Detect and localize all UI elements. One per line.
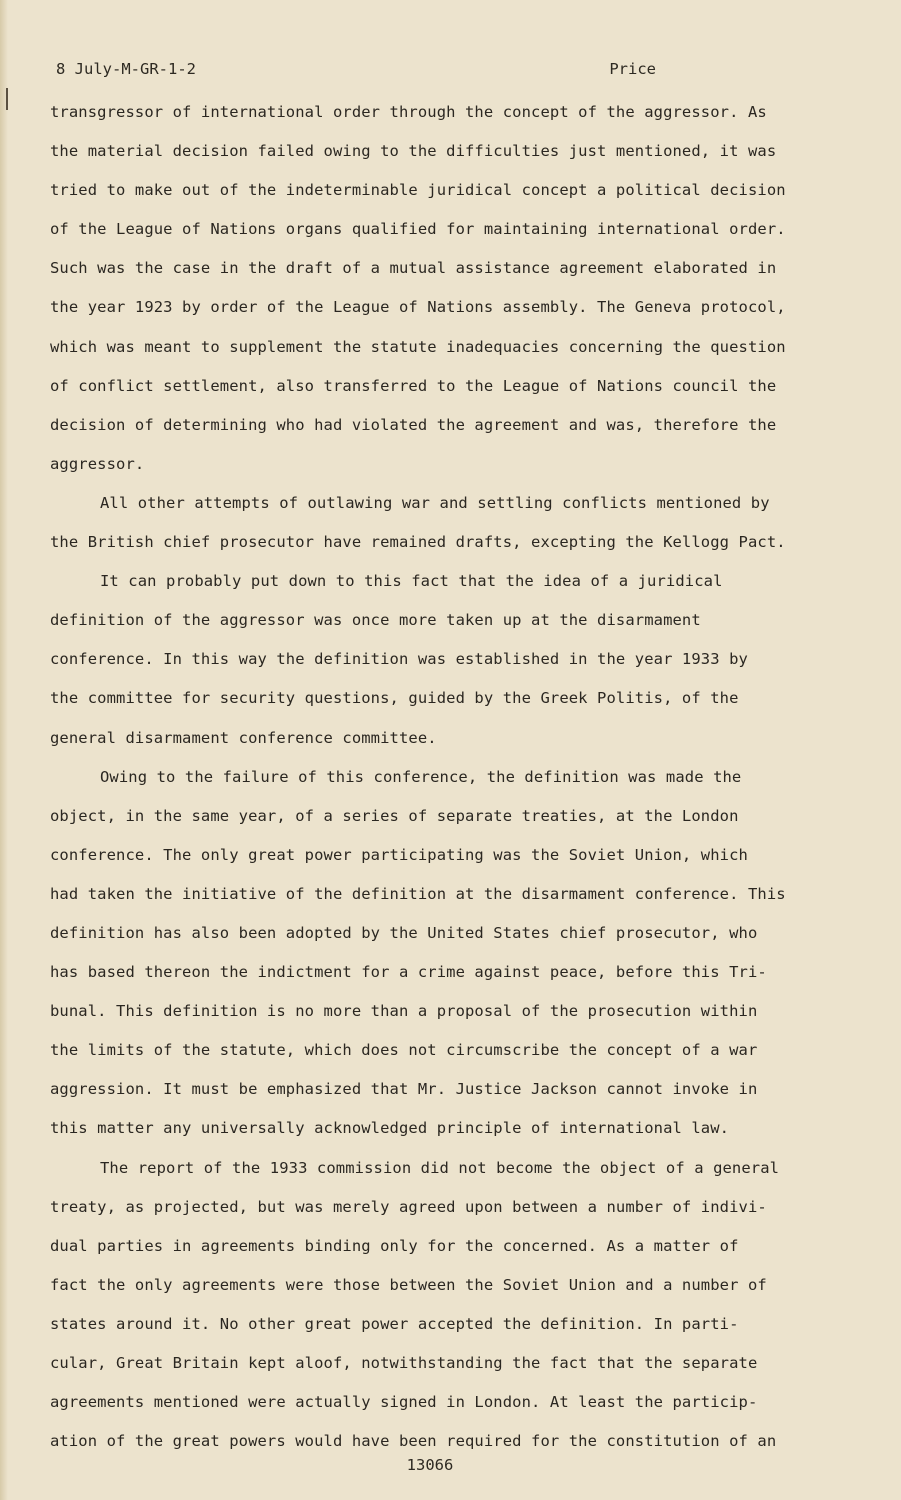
text-line: conference. In this way the definition was established in the year 1933 by [50, 650, 748, 669]
text-line: object, in the same year, of a series of separate treaties, at the London [50, 806, 739, 825]
text-line: fact the only agreements were those between the Soviet Union and a number of [50, 1275, 767, 1294]
page-number: 13066 [406, 1456, 454, 1474]
text-line: dual parties in agreements binding only for the concerned. As a matter of [50, 1236, 739, 1255]
text-line: the British chief prosecutor have remained drafts, excepting the Kellogg Pact. [50, 533, 786, 552]
text-line: treaty, as projected, but was merely agreed upon between a number of indivi- [50, 1197, 767, 1216]
text-line: decision of determining who had violated the agreement and was, therefore the [50, 415, 777, 434]
page-edge [0, 0, 8, 1500]
text-line: Such was the case in the draft of a mutual assistance agreement elaborated in [50, 259, 777, 278]
text-line: the year 1923 by order of the League of Nations assembly. The Geneva protocol, [50, 298, 786, 317]
text-line: tried to make out of the indeterminable juridical concept a political decision [50, 181, 786, 200]
text-line: agreements mentioned were actually signed in London. At least the particip- [50, 1393, 758, 1412]
speaker-name: Price [609, 60, 656, 78]
text-line: the committee for security questions, guided by the Greek Politis, of the [50, 689, 739, 708]
text-line: conference. The only great power participating was the Soviet Union, which [50, 845, 748, 864]
text-line: which was meant to supplement the statute inadequacies concerning the question [50, 337, 786, 356]
text-line: definition of the aggressor was once more taken up at the disarmament [50, 611, 701, 630]
text-line: Owing to the failure of this conference, the definition was made the [100, 767, 742, 786]
text-line: the limits of the statute, which does not circumscribe the concept of a war [50, 1041, 758, 1060]
text-line: It can probably put down to this fact that the idea of a juridical [100, 572, 723, 591]
text-line: had taken the initiative of the definition at the disarmament conference. This [50, 884, 786, 903]
text-line: of the League of Nations organs qualified for maintaining international order. [50, 220, 786, 239]
text-line: ation of the great powers would have been required for the constitution of an [50, 1432, 777, 1451]
text-line: All other attempts of outlawing war and settling conflicts mentioned by [100, 493, 770, 512]
text-line: general disarmament conference committee. [50, 728, 437, 747]
text-line: has based thereon the indictment for a crime against peace, before this Tri- [50, 963, 767, 982]
text-line: definition has also been adopted by the United States chief prosecutor, who [50, 923, 758, 942]
text-line: states around it. No other great power accepted the definition. In parti- [50, 1314, 739, 1333]
text-line: of conflict settlement, also transferred to the League of Nations council the [50, 376, 777, 395]
text-line: aggression. It must be emphasized that Mr. Justice Jackson cannot invoke in [50, 1080, 758, 1099]
page-header [56, 60, 666, 84]
text-line: bunal. This definition is no more than a proposal of the prosecution within [50, 1002, 758, 1021]
margin-mark [6, 88, 8, 110]
text-line: the material decision failed owing to the difficulties just mentioned, it was [50, 142, 777, 161]
body-text [50, 97, 840, 1465]
text-line: cular, Great Britain kept aloof, notwithstanding the fact that the separate [50, 1354, 758, 1372]
text-line: aggressor. [50, 454, 145, 473]
text-line: this matter any universally acknowledged principle of international law. [50, 1119, 730, 1138]
document-reference: 8 July-M-GR-1-2 [56, 60, 196, 78]
text-line: transgressor of international order through the concept of the aggressor. As [50, 103, 767, 121]
text-line: The report of the 1933 commission did not become the object of a general [100, 1158, 780, 1177]
